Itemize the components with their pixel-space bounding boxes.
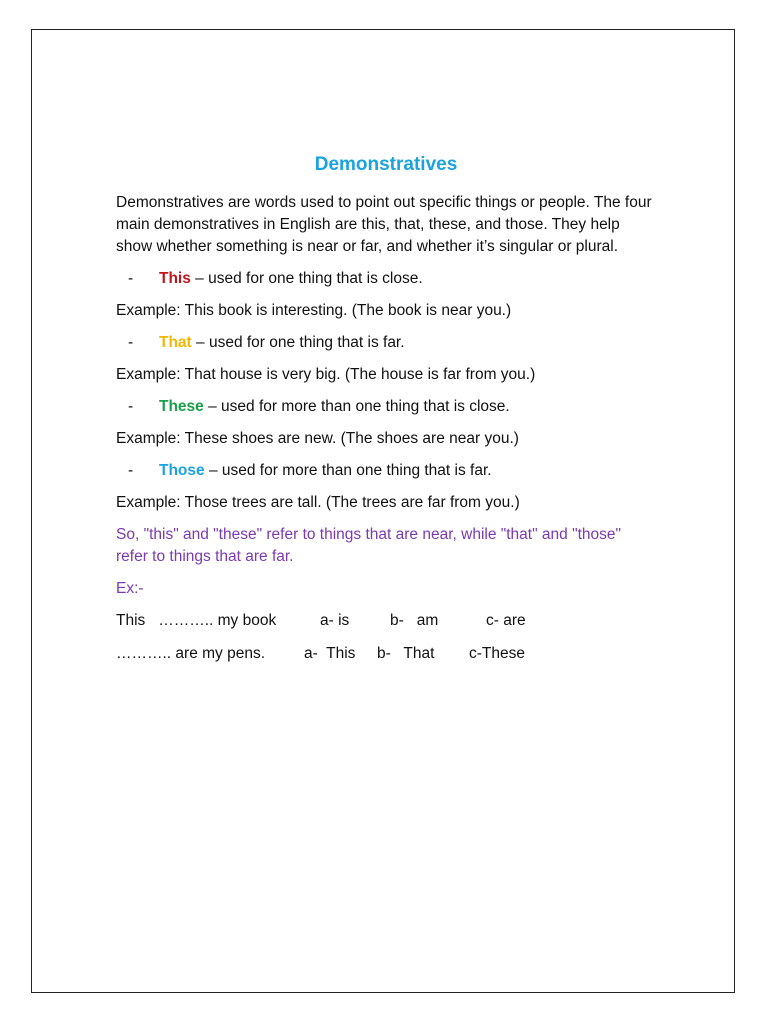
exercise-label: Ex:- [116, 580, 144, 597]
option-c: c-These [469, 644, 525, 662]
example-this: Example: This book is interesting. (The book is near you.) [116, 302, 512, 319]
bullet-dash: - [128, 462, 134, 479]
item-text [159, 460, 492, 482]
item-description: – used for more than one thing that is far. [204, 462, 492, 479]
exercise-row [116, 643, 656, 665]
term-this: This [159, 270, 191, 287]
list-item-this [116, 268, 656, 290]
list-item-these [116, 396, 656, 418]
list-item-that [116, 332, 656, 354]
option-b: b- That [377, 644, 435, 662]
option-a: a- This [304, 644, 356, 662]
example-those: Example: Those trees are tall. (The trees are far from you.) [116, 494, 520, 511]
item-description: – used for more than one thing that is close. [203, 398, 510, 415]
intro-paragraph: Demonstratives are words used to point out specific things or people. The four main demonstratives in English are this, that, these, and those. They help show whether something is near or far, and whether it’s singular or plural. [116, 194, 652, 255]
exercise-row [116, 610, 656, 632]
option-b: b- am [390, 612, 439, 629]
page-title: Demonstratives [314, 154, 458, 175]
bullet-dash: - [128, 334, 134, 351]
list-item-those [116, 460, 656, 482]
bullet-dash: - [128, 270, 134, 287]
bullet-dash: - [128, 398, 134, 415]
exercise-prompt: This ……….. my book [116, 612, 277, 629]
item-text [159, 332, 405, 354]
item-text [159, 268, 423, 290]
example-that: Example: That house is very big. (The house is far from you.) [116, 366, 536, 383]
option-a: a- is [320, 612, 350, 629]
term-those: Those [159, 462, 205, 479]
term-that: That [159, 334, 192, 351]
document-body [116, 152, 656, 675]
term-these: These [159, 398, 204, 415]
summary-paragraph: So, "this" and "these" refer to things that are near, while "that" and "those" refer to things that are far. [116, 526, 622, 565]
item-description: – used for one thing that is far. [191, 334, 405, 351]
option-c: c- are [486, 612, 526, 629]
example-these: Example: These shoes are new. (The shoes are near you.) [116, 430, 519, 447]
item-description: – used for one thing that is close. [190, 270, 423, 287]
item-text [159, 396, 510, 418]
exercise-prompt: ……….. are my pens. [116, 644, 266, 662]
